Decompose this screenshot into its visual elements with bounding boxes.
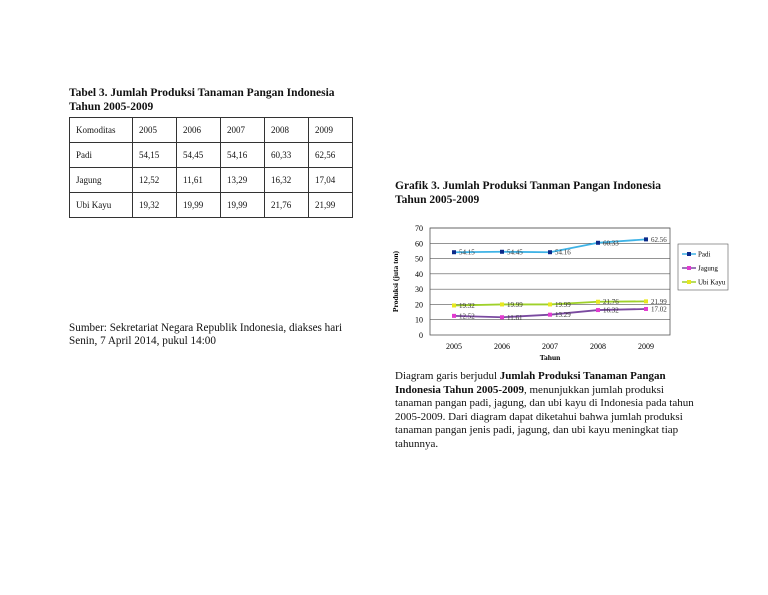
data-label: 12.52 <box>459 312 475 321</box>
chart-title: Grafik 3. Jumlah Produksi Tanman Pangan Indonesia Tahun 2005-2009 <box>395 180 661 206</box>
data-point <box>500 250 504 254</box>
y-tick-label: 20 <box>415 300 423 310</box>
table-header-row <box>70 118 353 143</box>
data-point <box>500 302 504 306</box>
table-cell: 21,76 <box>265 193 309 218</box>
y-tick-label: 60 <box>415 239 423 249</box>
table-cell: Jagung <box>70 168 133 193</box>
y-tick-label: 70 <box>415 224 423 233</box>
header-cell: Komoditas <box>70 118 133 143</box>
description-prefix: Diagram garis berjudul <box>395 370 500 382</box>
table-title: Tabel 3. Jumlah Produksi Tanaman Pangan Indonesia Tahun 2005-2009 <box>69 87 335 113</box>
data-point <box>644 307 648 311</box>
table-cell: 60,33 <box>265 143 309 168</box>
table-cell: 21,99 <box>309 193 353 218</box>
header-cell: 2008 <box>265 118 309 143</box>
y-axis-label: Produksi (juta ton) <box>391 250 400 313</box>
data-point <box>500 315 504 319</box>
source-note: Sumber: Sekretariat Negara Republik Indonesia, diakses hari Senin, 7 April 2014, pukul 14:00 <box>69 322 343 347</box>
data-label: 17.02 <box>651 305 667 314</box>
header-cell: 2005 <box>133 118 177 143</box>
legend-entry: Ubi Kayu <box>698 278 726 287</box>
x-tick-label: 2009 <box>638 342 654 351</box>
table-cell: 54,45 <box>177 143 221 168</box>
y-tick-label: 10 <box>415 315 423 325</box>
data-label: 11.61 <box>507 313 523 322</box>
legend-entry: Jagung <box>698 264 718 273</box>
data-point <box>548 302 552 306</box>
data-point <box>452 303 456 307</box>
chart-description <box>395 370 695 451</box>
table-cell: 19,32 <box>133 193 177 218</box>
data-label: 54.15 <box>459 248 475 257</box>
table-cell: 62,56 <box>309 143 353 168</box>
x-tick-label: 2006 <box>494 342 510 351</box>
description-bold-title: Jumlah Produksi Tanaman Pangan Indonesia Tahun 2005-2009 <box>395 370 666 396</box>
table-cell: 19,99 <box>221 193 265 218</box>
x-tick-label: 2008 <box>590 342 606 351</box>
data-label: 60.33 <box>603 239 619 248</box>
table-row <box>70 168 353 193</box>
data-point <box>548 313 552 317</box>
data-point <box>596 300 600 304</box>
table-cell: 12,52 <box>133 168 177 193</box>
data-label: 13.29 <box>555 311 571 320</box>
table-cell: 17,04 <box>309 168 353 193</box>
table-cell: 13,29 <box>221 168 265 193</box>
table-cell: 11,61 <box>177 168 221 193</box>
x-axis-label: Tahun <box>539 353 561 362</box>
table-cell: 19,99 <box>177 193 221 218</box>
data-label: 62.56 <box>651 235 667 244</box>
y-tick-label: 30 <box>415 285 423 295</box>
header-cell: 2007 <box>221 118 265 143</box>
data-label: 54.16 <box>555 248 571 257</box>
data-label: 21.99 <box>651 297 667 306</box>
table-cell: 16,32 <box>265 168 309 193</box>
y-tick-label: 50 <box>415 254 423 264</box>
data-point <box>596 241 600 245</box>
description-suffix: , menunjukkan jumlah produksi tanaman pangan padi, jagung, dan ubi kayu di Indonesia pada tahun 2005-2009. Dari diagram dapat diketahui bahwa jumlah produksi tanaman pangan jenis padi, jagung, dan ubi kayu meningkat tiap tahunnya. <box>395 383 694 450</box>
y-tick-label: 0 <box>419 331 423 340</box>
header-cell: 2006 <box>177 118 221 143</box>
table-row <box>70 143 353 168</box>
legend-marker <box>687 252 691 256</box>
production-table <box>69 117 353 218</box>
legend-entry: Padi <box>698 250 711 259</box>
data-point <box>452 314 456 318</box>
table-cell: Padi <box>70 143 133 168</box>
table-cell: 54,16 <box>221 143 265 168</box>
data-label: 16.32 <box>603 306 619 315</box>
table-row <box>70 193 353 218</box>
x-tick-label: 2005 <box>446 342 462 351</box>
data-label: 19.99 <box>555 300 571 309</box>
table-cell: 54,15 <box>133 143 177 168</box>
x-tick-label: 2007 <box>542 342 558 351</box>
data-point <box>548 250 552 254</box>
data-point <box>452 250 456 254</box>
line-chart <box>385 220 735 362</box>
data-point <box>644 237 648 241</box>
data-label: 21.76 <box>603 298 619 307</box>
data-point <box>596 308 600 312</box>
header-cell: 2009 <box>309 118 353 143</box>
data-label: 19.99 <box>507 300 523 309</box>
legend-marker <box>687 280 691 284</box>
data-label: 19.32 <box>459 301 475 310</box>
legend-marker <box>687 266 691 270</box>
table-cell: Ubi Kayu <box>70 193 133 218</box>
data-label: 54.45 <box>507 248 523 257</box>
data-point <box>644 299 648 303</box>
y-tick-label: 40 <box>415 269 423 279</box>
